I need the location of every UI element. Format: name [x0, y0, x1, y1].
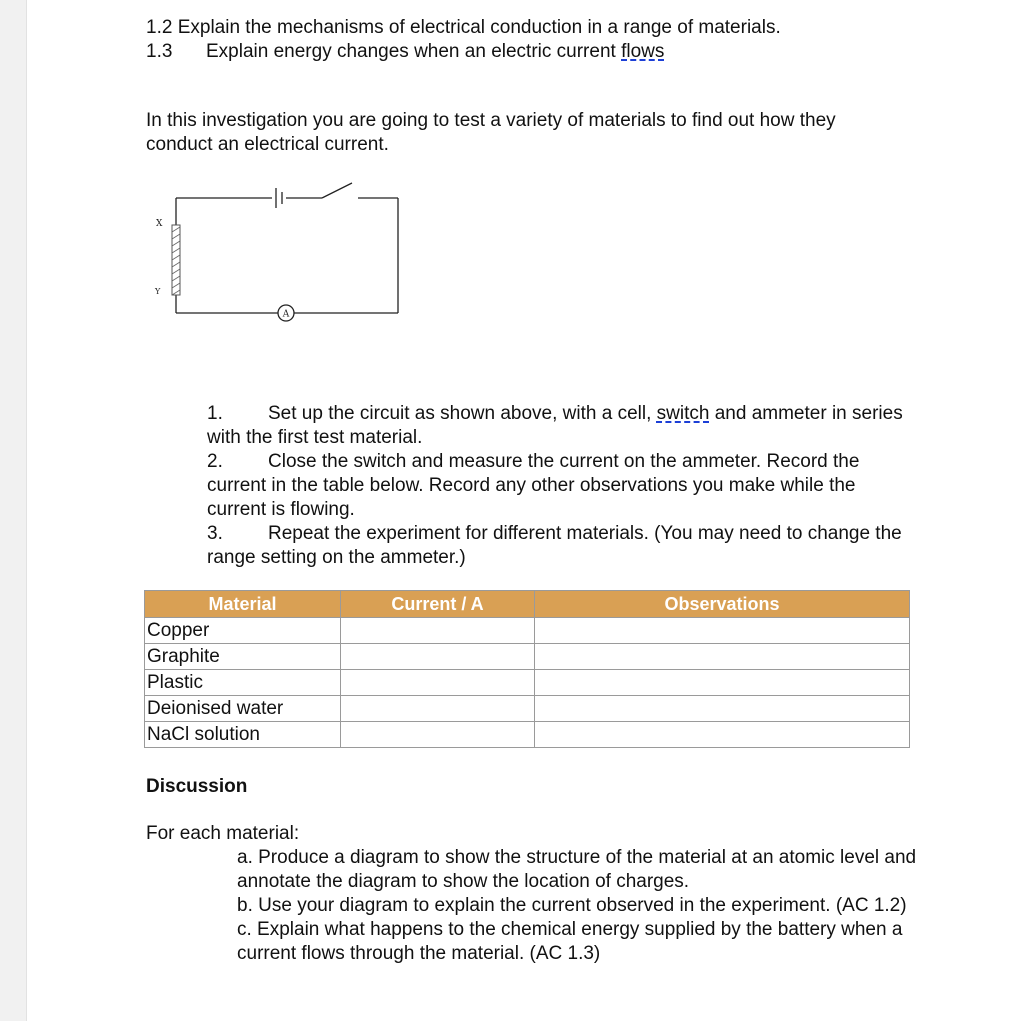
observations-cell[interactable]: [535, 618, 910, 644]
objective-number: 1.3: [146, 41, 173, 62]
table-row: [145, 696, 910, 722]
intro-paragraph: In this investigation you are going to test a variety of materials to find out how they conduct an electrical current.: [146, 110, 836, 155]
label-y: Y: [155, 287, 161, 296]
material-cell: Deionised water: [145, 696, 341, 722]
header-current: Current / A: [341, 591, 535, 618]
question-c: c. Explain what happens to the chemical energy supplied by the battery when a current flows through the material. (AC 1.3): [237, 919, 903, 964]
question-b: b. Use your diagram to explain the current observed in the experiment. (AC 1.2): [237, 895, 907, 916]
step-text: and ammeter in series with the first test material.: [207, 403, 903, 448]
ammeter-label: A: [282, 309, 290, 320]
objective-1-3: [146, 40, 781, 64]
table-row: [145, 644, 910, 670]
observations-cell[interactable]: [535, 644, 910, 670]
label-x: X: [156, 219, 163, 229]
table-row: [145, 670, 910, 696]
procedure-steps: [207, 402, 907, 570]
current-cell[interactable]: [341, 644, 535, 670]
discussion-heading: Discussion: [146, 776, 248, 797]
material-cell: Copper: [145, 618, 341, 644]
step-text-switch: switch: [656, 403, 710, 424]
observations-cell[interactable]: [535, 696, 910, 722]
header-observations: Observations: [535, 591, 910, 618]
current-cell[interactable]: [341, 696, 535, 722]
page-margin: [0, 0, 27, 1021]
step-number: 2.: [207, 451, 223, 472]
objective-number: 1.2: [146, 17, 173, 38]
step-3: [207, 522, 907, 570]
step-text: Close the switch and measure the current on the ammeter. Record the current in the table below. Record any other observations you make while the current is flowing.: [207, 451, 860, 520]
material-cell: Plastic: [145, 670, 341, 696]
step-text: Set up the circuit as shown above, with a cell,: [268, 403, 657, 424]
header-material: Material: [145, 591, 341, 618]
step-number: 1.: [207, 403, 223, 424]
objective-text-underlined: flows: [621, 41, 665, 62]
current-cell[interactable]: [341, 670, 535, 696]
observations-cell[interactable]: [535, 722, 910, 748]
objective-1-2: [146, 16, 781, 40]
current-cell[interactable]: [341, 722, 535, 748]
objective-text: Explain the mechanisms of electrical conduction in a range of materials.: [177, 17, 781, 38]
results-table: [144, 590, 910, 748]
material-cell: Graphite: [145, 644, 341, 670]
material-cell: NaCl solution: [145, 722, 341, 748]
step-number: 3.: [207, 523, 223, 544]
circuit-diagram: [140, 180, 410, 330]
table-row: [145, 618, 910, 644]
discussion-questions: [237, 846, 917, 966]
table-header-row: [145, 591, 910, 618]
table-row: [145, 722, 910, 748]
current-cell[interactable]: [341, 618, 535, 644]
step-text: Repeat the experiment for different materials. (You may need to change the range setting on the ammeter.): [207, 523, 902, 568]
test-material: [172, 225, 180, 295]
learning-objectives: [146, 16, 781, 64]
question-a: a. Produce a diagram to show the structure of the material at an atomic level and annotate the diagram to show the location of charges.: [237, 847, 917, 892]
switch-lever: [322, 183, 352, 198]
objective-text: Explain energy changes when an electric current: [206, 41, 622, 62]
observations-cell[interactable]: [535, 670, 910, 696]
discussion-lead: For each material:: [146, 823, 300, 844]
step-2: [207, 450, 907, 522]
step-1: [207, 402, 907, 450]
